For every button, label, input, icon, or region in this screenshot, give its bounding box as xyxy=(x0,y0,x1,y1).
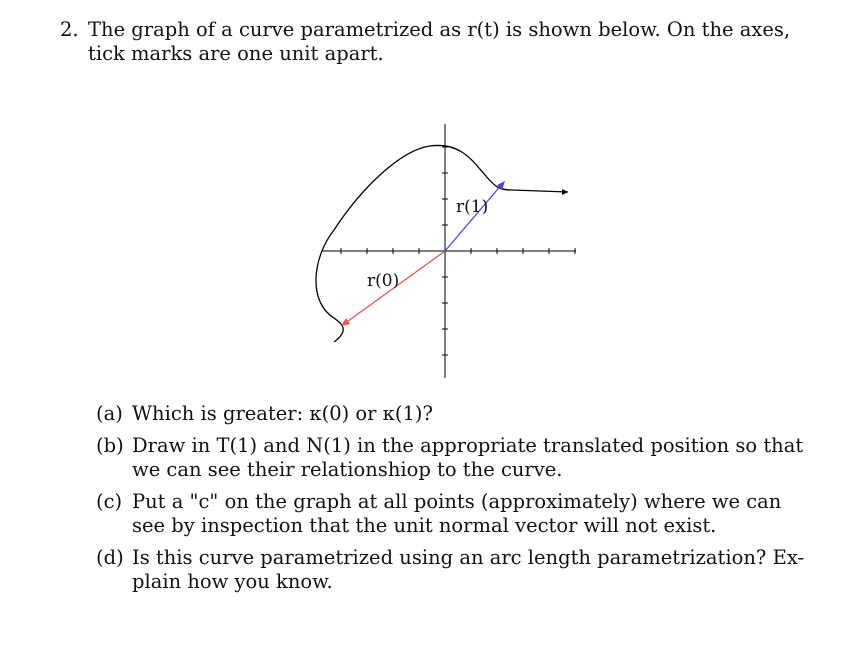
part-b xyxy=(96,434,804,482)
problem-line-1: The graph of a curve parametrized as r(t) is shown below. On the axes, xyxy=(88,18,791,41)
problem-number: 2. xyxy=(60,18,79,41)
problem-statement xyxy=(60,18,800,66)
curve-plot xyxy=(300,120,590,385)
part-a-line-1: Which is greater: κ(0) or κ(1)? xyxy=(132,402,433,425)
problem-text xyxy=(88,18,800,66)
r1-vector xyxy=(445,183,503,251)
label-r1: r(1) xyxy=(456,197,489,217)
label-r0: r(0) xyxy=(367,271,400,291)
part-b-line-1: Draw in T(1) and N(1) in the appropriate translated position so that xyxy=(132,434,804,457)
part-b-label: (b) xyxy=(96,434,124,457)
r0-arrowhead xyxy=(341,318,350,326)
part-c-label: (c) xyxy=(96,490,123,513)
part-d-label: (d) xyxy=(96,546,124,569)
part-a-label: (a) xyxy=(96,402,123,425)
axes xyxy=(322,124,576,378)
part-c-line-2: see by inspection that the unit normal vector will not exist. xyxy=(132,514,717,537)
parametric-curve xyxy=(316,145,568,342)
curve-figure xyxy=(300,120,590,385)
part-b-line-2: we can see their relationshiop to the curve. xyxy=(132,458,563,481)
question-parts xyxy=(96,402,805,602)
part-d-line-2: plain how you know. xyxy=(132,570,333,593)
part-d-line-1: Is this curve parametrized using an arc length parametrization? Ex- xyxy=(132,546,805,569)
problem-line-2: tick marks are one unit apart. xyxy=(88,42,384,65)
part-a xyxy=(96,402,796,426)
curve-arrowhead xyxy=(562,189,568,195)
part-d xyxy=(96,546,805,594)
part-c-line-1: Put a "c" on the graph at all points (approximately) where we can xyxy=(132,490,782,513)
part-c xyxy=(96,490,796,538)
